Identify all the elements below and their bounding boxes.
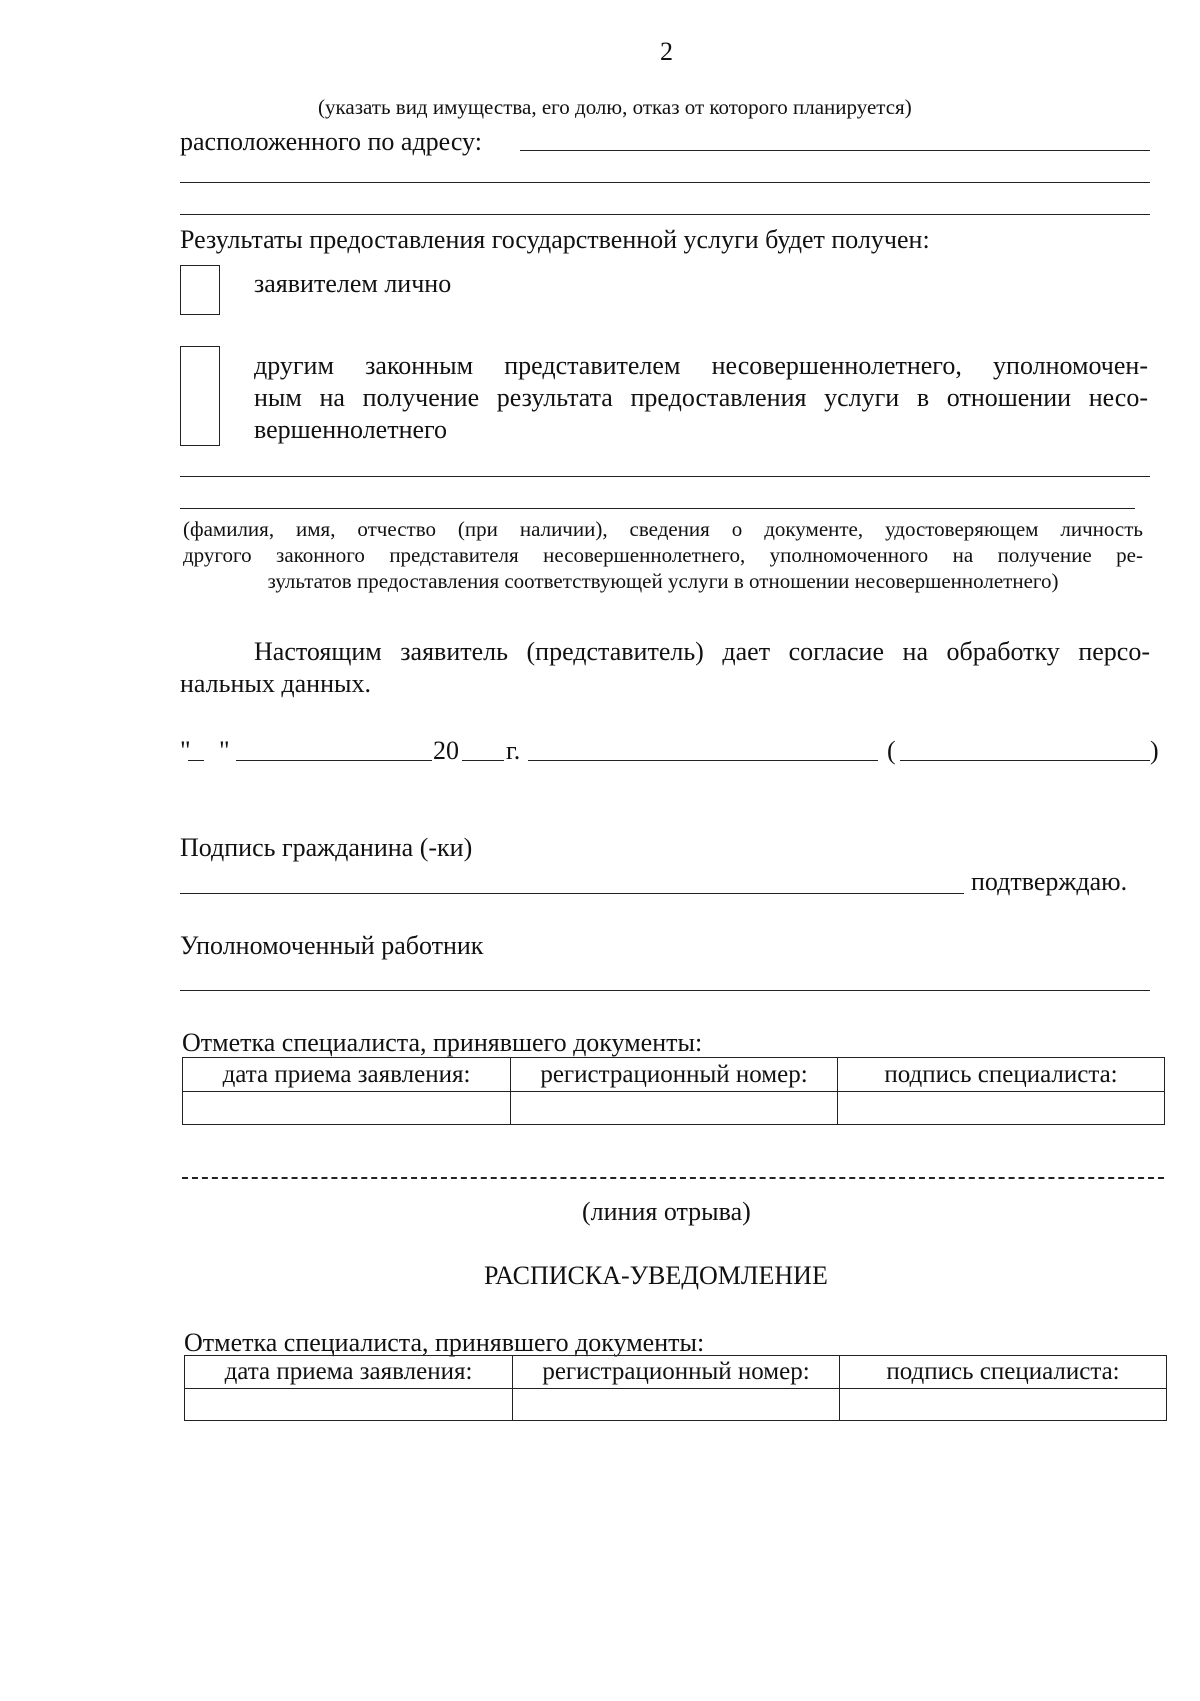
receipt-column-header-reg-number: регистрационный номер: bbox=[513, 1356, 840, 1389]
page-number: 2 bbox=[660, 37, 673, 66]
table-header-row bbox=[183, 1058, 1165, 1092]
address-label: расположенного по адресу: bbox=[180, 127, 482, 156]
cell-date[interactable] bbox=[183, 1092, 511, 1125]
specialist-mark-table bbox=[182, 1057, 1165, 1125]
column-header-reg-number: регистрационный номер: bbox=[511, 1058, 838, 1092]
receipt-cell-reg-number[interactable] bbox=[513, 1389, 840, 1421]
cell-signature[interactable] bbox=[838, 1092, 1165, 1125]
receipt-title: РАСПИСКА-УВЕДОМЛЕНИЕ bbox=[484, 1261, 828, 1290]
representative-field-line-1[interactable] bbox=[180, 476, 1150, 477]
citizen-signature-label: Подпись гражданина (-ки) bbox=[180, 833, 473, 862]
option-legal-representative-line-1: другим законным представителем несовершеннолетнего, уполномочен- bbox=[254, 351, 1148, 380]
representative-hint-line-1: (фамилия, имя, отчество (при наличии), сведения о документе, удостоверяющем личность bbox=[183, 517, 1143, 541]
name-close-paren: ) bbox=[1150, 736, 1159, 765]
receipt-column-header-date: дата приема заявления: bbox=[185, 1356, 513, 1389]
option-applicant-personally-label: заявителем лично bbox=[254, 269, 452, 298]
representative-hint-line-3: зультатов предоставления соответствующей услуги в отношении несовершеннолетнего) bbox=[267, 569, 1059, 593]
specialist-mark-heading: Отметка специалиста, принявшего документы: bbox=[182, 1028, 703, 1057]
receipt-table-header-row bbox=[185, 1356, 1167, 1389]
date-year-field[interactable] bbox=[462, 760, 504, 761]
option-legal-representative-line-2: ным на получение результата предоставления услуги в отношении несо- bbox=[254, 383, 1148, 412]
representative-hint-line-2: другого законного представителя несовершеннолетнего, уполномоченного на получение ре- bbox=[183, 543, 1143, 567]
tear-line bbox=[182, 1177, 1164, 1179]
cell-reg-number[interactable] bbox=[511, 1092, 838, 1125]
property-hint: (указать вид имущества, его долю, отказ от которого планируется) bbox=[318, 95, 912, 119]
date-close-quote: " bbox=[219, 736, 230, 765]
date-month-field[interactable] bbox=[236, 760, 432, 761]
checkbox-legal-representative[interactable] bbox=[180, 346, 220, 446]
date-century: 20 bbox=[433, 736, 459, 765]
citizen-signature-field[interactable] bbox=[180, 893, 964, 894]
representative-hint bbox=[183, 516, 1143, 594]
consent-line-2: нальных данных. bbox=[180, 669, 371, 698]
confirm-text: подтверждаю. bbox=[971, 867, 1128, 896]
receipt-column-header-signature: подпись специалиста: bbox=[840, 1356, 1167, 1389]
receipt-cell-date[interactable] bbox=[185, 1389, 513, 1421]
signature-field[interactable] bbox=[528, 760, 878, 761]
authorized-employee-label: Уполномоченный работник bbox=[180, 931, 484, 960]
date-year-suffix: г. bbox=[506, 736, 521, 765]
name-decoding-field[interactable] bbox=[900, 760, 1150, 761]
receipt-specialist-mark-heading: Отметка специалиста, принявшего документы: bbox=[184, 1328, 705, 1357]
consent-line-1: Настоящим заявитель (представитель) дает согласие на обработку персо- bbox=[254, 637, 1150, 666]
checkbox-applicant-personally[interactable] bbox=[180, 265, 220, 315]
option-legal-representative-line-3: вершеннолетнего bbox=[254, 415, 448, 444]
date-open-quote: " bbox=[180, 736, 191, 765]
table-input-row bbox=[183, 1092, 1165, 1125]
receipt-table-input-row bbox=[185, 1389, 1167, 1421]
date-day-field[interactable] bbox=[188, 760, 204, 761]
receipt-cell-signature[interactable] bbox=[840, 1389, 1167, 1421]
representative-field-line-2[interactable] bbox=[180, 508, 1135, 509]
consent-paragraph bbox=[180, 636, 1150, 700]
column-header-date: дата приема заявления: bbox=[183, 1058, 511, 1092]
option-legal-representative bbox=[254, 350, 1148, 446]
authorized-employee-field[interactable] bbox=[180, 990, 1150, 991]
address-field-line-2[interactable] bbox=[180, 182, 1150, 183]
name-open-paren: ( bbox=[887, 736, 896, 765]
receipt-mark-table bbox=[184, 1355, 1167, 1421]
address-field-line-1[interactable] bbox=[520, 150, 1150, 151]
tear-line-label: (линия отрыва) bbox=[582, 1197, 751, 1226]
column-header-signature: подпись специалиста: bbox=[838, 1058, 1165, 1092]
address-field-line-3[interactable] bbox=[180, 214, 1150, 215]
result-receipt-heading: Результаты предоставления государственной услуги будет получен: bbox=[180, 225, 930, 254]
